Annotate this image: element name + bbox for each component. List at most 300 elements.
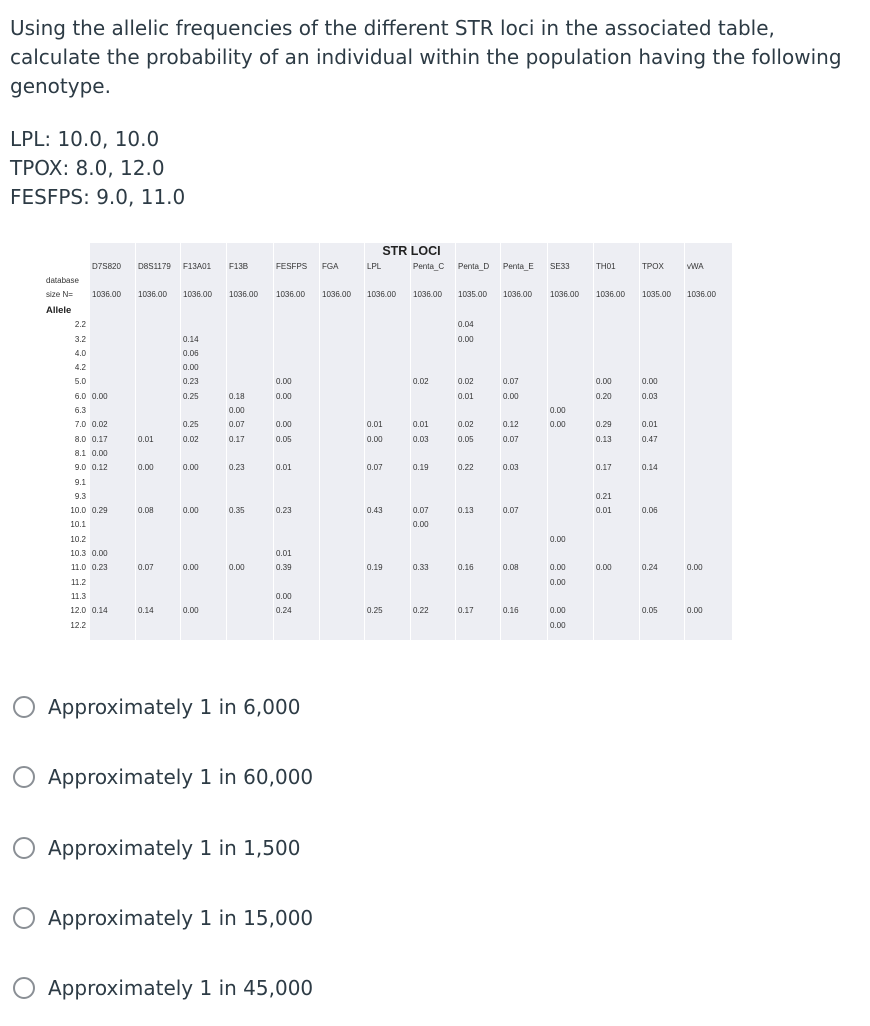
frequency-value <box>320 347 365 361</box>
allele-value: 8.1 <box>74 448 86 458</box>
frequency-value: 0.01 <box>276 463 292 473</box>
frequency-value <box>320 433 365 447</box>
frequency-value <box>320 619 365 633</box>
frequency-value <box>548 504 594 518</box>
frequency-value <box>685 547 733 561</box>
frequency-value <box>501 590 548 604</box>
frequency-value: 0.06 <box>183 348 199 358</box>
frequency-value <box>320 318 365 332</box>
frequency-value <box>90 476 136 490</box>
frequency-value <box>227 619 274 633</box>
frequency-value: 0.00 <box>413 520 429 530</box>
frequency-value <box>365 476 411 490</box>
frequency-value <box>456 476 501 490</box>
frequency-value <box>411 333 456 347</box>
frequency-value: 0.14 <box>183 334 199 344</box>
answer-option-2[interactable] <box>13 760 343 794</box>
frequency-value <box>227 490 274 504</box>
frequency-value <box>320 490 365 504</box>
frequency-value <box>411 476 456 490</box>
frequency-value <box>685 590 733 604</box>
frequency-value: 0.00 <box>367 434 383 444</box>
frequency-value <box>181 318 227 332</box>
frequency-value <box>274 347 320 361</box>
empty-cell <box>90 303 136 318</box>
frequency-value: 0.13 <box>596 434 612 444</box>
locus-header: Penta_E <box>503 262 534 271</box>
frequency-value: 0.07 <box>503 377 519 387</box>
frequency-value <box>594 619 640 633</box>
frequency-value <box>227 347 274 361</box>
table-row <box>44 518 733 532</box>
frequency-value: 0.07 <box>503 434 519 444</box>
locus-header: FESFPS <box>276 262 308 271</box>
answer-option-3[interactable] <box>13 831 343 865</box>
frequency-value <box>640 361 685 375</box>
frequency-value <box>227 518 274 532</box>
locus-header: LPL <box>367 262 382 271</box>
frequency-value <box>90 518 136 532</box>
frequency-value <box>365 533 411 547</box>
frequency-value <box>640 347 685 361</box>
sample-size-value: 1036.00 <box>229 290 258 300</box>
sample-size-value: 1035.00 <box>642 290 671 300</box>
genotype-list <box>10 125 185 212</box>
locus-header: Penta_C <box>413 262 445 271</box>
empty-cell <box>136 303 181 318</box>
frequency-value <box>411 576 456 590</box>
frequency-value: 0.00 <box>642 377 658 387</box>
frequency-value <box>501 533 548 547</box>
frequency-value <box>136 576 181 590</box>
radio-button[interactable] <box>13 837 35 859</box>
frequency-value <box>90 533 136 547</box>
frequency-value <box>274 518 320 532</box>
frequency-value: 0.07 <box>503 506 519 516</box>
frequency-value <box>365 318 411 332</box>
empty-cell <box>365 274 411 287</box>
frequency-value <box>411 404 456 418</box>
frequency-value <box>320 476 365 490</box>
frequency-value <box>548 333 594 347</box>
frequency-value: 0.19 <box>413 463 429 473</box>
frequency-value: 0.02 <box>183 434 199 444</box>
frequency-value <box>320 390 365 404</box>
table-row <box>44 476 733 490</box>
frequency-value: 0.00 <box>687 606 703 616</box>
frequency-value <box>411 318 456 332</box>
frequency-value: 0.05 <box>458 434 474 444</box>
table-row <box>44 361 733 375</box>
radio-button[interactable] <box>13 766 35 788</box>
frequency-value <box>501 361 548 375</box>
table-row <box>44 418 733 432</box>
frequency-value <box>227 533 274 547</box>
locus-header: FGA <box>322 262 339 271</box>
empty-cell <box>640 303 685 318</box>
allele-value: 9.3 <box>74 491 86 501</box>
frequency-value: 0.00 <box>183 363 199 373</box>
frequency-value <box>136 347 181 361</box>
locus-header: Penta_D <box>458 262 490 271</box>
frequency-value: 0.00 <box>458 334 474 344</box>
frequency-value: 0.23 <box>92 563 108 573</box>
answer-option-1[interactable] <box>13 690 343 724</box>
genotype-fesfps: FESFPS: 9.0, 11.0 <box>10 185 186 209</box>
table-row <box>44 547 733 561</box>
empty-cell <box>365 303 411 318</box>
table-row <box>44 490 733 504</box>
frequency-value <box>227 576 274 590</box>
frequency-value <box>456 361 501 375</box>
allele-value: 4.0 <box>74 348 86 358</box>
frequency-value <box>548 518 594 532</box>
frequency-value <box>456 490 501 504</box>
empty-cell <box>411 274 456 287</box>
frequency-value <box>501 447 548 461</box>
radio-button[interactable] <box>13 907 35 929</box>
frequency-value: 0.39 <box>276 563 292 573</box>
frequency-value <box>501 333 548 347</box>
frequency-value <box>685 619 733 633</box>
frequency-value <box>136 418 181 432</box>
frequency-value <box>501 576 548 590</box>
frequency-value <box>320 518 365 532</box>
frequency-value <box>685 361 733 375</box>
frequency-value <box>181 476 227 490</box>
frequency-value <box>411 590 456 604</box>
frequency-value: 0.08 <box>503 563 519 573</box>
frequency-value <box>320 604 365 618</box>
table-row <box>44 375 733 389</box>
frequency-value <box>501 318 548 332</box>
frequency-value <box>227 476 274 490</box>
answer-option-5[interactable] <box>13 971 343 1005</box>
sample-size-value: 1035.00 <box>458 290 487 300</box>
answer-label: Approximately 1 in 15,000 <box>48 906 314 930</box>
allele-value: 6.0 <box>74 391 86 401</box>
table-row <box>44 347 733 361</box>
genotype-tpox: TPOX: 8.0, 12.0 <box>10 156 165 180</box>
frequency-value: 0.33 <box>413 563 429 573</box>
frequency-value <box>594 447 640 461</box>
radio-button[interactable] <box>13 977 35 999</box>
sample-size-value: 1036.00 <box>322 290 351 300</box>
frequency-value: 0.17 <box>92 434 108 444</box>
frequency-value <box>136 547 181 561</box>
frequency-value <box>456 404 501 418</box>
frequency-value <box>640 518 685 532</box>
empty-cell <box>640 274 685 287</box>
table-row <box>44 590 733 604</box>
frequency-value <box>411 490 456 504</box>
frequency-value: 0.01 <box>276 549 292 559</box>
frequency-value <box>685 347 733 361</box>
frequency-value <box>136 590 181 604</box>
frequency-value <box>136 533 181 547</box>
answer-option-4[interactable] <box>13 901 343 935</box>
frequency-value <box>136 404 181 418</box>
frequency-value <box>685 518 733 532</box>
frequency-value <box>594 547 640 561</box>
frequency-value: 0.07 <box>367 463 383 473</box>
frequency-value: 0.02 <box>92 420 108 430</box>
frequency-value: 0.23 <box>229 463 245 473</box>
frequency-value <box>594 318 640 332</box>
sample-size-value: 1036.00 <box>687 290 716 300</box>
frequency-value: 0.01 <box>367 420 383 430</box>
frequency-value <box>274 447 320 461</box>
empty-cell <box>227 303 274 318</box>
frequency-value <box>274 576 320 590</box>
frequency-value <box>136 476 181 490</box>
frequency-value: 0.08 <box>138 506 154 516</box>
frequency-value: 0.00 <box>183 606 199 616</box>
frequency-value: 0.20 <box>596 391 612 401</box>
frequency-value <box>548 318 594 332</box>
sample-size-value: 1036.00 <box>183 290 212 300</box>
frequency-value: 0.01 <box>642 420 658 430</box>
frequency-value <box>227 547 274 561</box>
answer-label: Approximately 1 in 1,500 <box>48 836 301 860</box>
sample-size-value: 1036.00 <box>596 290 625 300</box>
table-row <box>44 447 733 461</box>
frequency-value: 0.00 <box>183 506 199 516</box>
frequency-value <box>365 490 411 504</box>
frequency-value <box>136 375 181 389</box>
allele-value: 5.0 <box>74 377 86 387</box>
frequency-value: 0.22 <box>413 606 429 616</box>
allele-value: 12.2 <box>70 620 86 630</box>
frequency-value <box>685 447 733 461</box>
frequency-value <box>90 318 136 332</box>
frequency-value <box>456 518 501 532</box>
empty-cell <box>548 274 594 287</box>
frequency-value <box>365 518 411 532</box>
frequency-value: 0.00 <box>550 420 566 430</box>
frequency-value: 0.24 <box>642 563 658 573</box>
frequency-value <box>90 619 136 633</box>
frequency-value <box>411 619 456 633</box>
frequency-value <box>456 547 501 561</box>
table-row <box>44 576 733 590</box>
question-text: Using the allelic frequencies of the different STR loci in the associated table, calculate the probability of an individual within the population having the following genotype. <box>10 16 842 98</box>
frequency-value <box>548 547 594 561</box>
frequency-value <box>90 375 136 389</box>
frequency-value <box>320 333 365 347</box>
size-label: size N= <box>46 290 73 300</box>
empty-cell <box>685 274 733 287</box>
frequency-value <box>320 533 365 547</box>
allele-value: 11.0 <box>71 563 86 573</box>
frequency-value: 0.07 <box>229 420 245 430</box>
frequency-value <box>685 433 733 447</box>
frequency-value: 0.07 <box>138 563 154 573</box>
frequency-value <box>227 333 274 347</box>
frequency-value <box>365 590 411 604</box>
frequency-value <box>136 333 181 347</box>
table-row <box>44 561 733 575</box>
frequency-value: 0.13 <box>458 506 474 516</box>
answer-label: Approximately 1 in 60,000 <box>48 765 314 789</box>
sample-size-value: 1036.00 <box>550 290 579 300</box>
str-loci-table <box>44 243 733 633</box>
frequency-value <box>227 361 274 375</box>
frequency-value: 0.02 <box>458 420 474 430</box>
empty-cell <box>456 303 501 318</box>
frequency-value: 0.25 <box>183 420 199 430</box>
frequency-value <box>594 476 640 490</box>
frequency-value <box>227 447 274 461</box>
allele-value: 3.2 <box>74 334 86 344</box>
frequency-value: 0.00 <box>229 406 245 416</box>
allele-value: 4.2 <box>74 363 86 373</box>
locus-header: TH01 <box>596 262 616 271</box>
frequency-value <box>501 547 548 561</box>
empty-cell <box>411 303 456 318</box>
frequency-value <box>365 576 411 590</box>
frequency-value: 0.43 <box>367 506 383 516</box>
allele-value: 11.2 <box>71 577 86 587</box>
frequency-value <box>594 590 640 604</box>
frequency-value <box>136 490 181 504</box>
frequency-value: 0.00 <box>550 620 566 630</box>
frequency-value <box>181 533 227 547</box>
frequency-value <box>136 447 181 461</box>
empty-cell <box>594 274 640 287</box>
allele-value: 7.0 <box>74 420 86 430</box>
allele-value: 2.2 <box>74 320 86 330</box>
frequency-value <box>501 347 548 361</box>
frequency-value <box>594 347 640 361</box>
empty-cell <box>90 274 136 287</box>
header-corner <box>44 260 90 274</box>
frequency-value <box>365 390 411 404</box>
frequency-value <box>548 490 594 504</box>
frequency-value: 0.00 <box>550 606 566 616</box>
empty-cell <box>181 303 227 318</box>
empty-cell <box>136 274 181 287</box>
frequency-value <box>456 447 501 461</box>
frequency-value <box>594 518 640 532</box>
frequency-value <box>685 418 733 432</box>
frequency-value <box>548 461 594 475</box>
frequency-value: 0.14 <box>92 606 108 616</box>
frequency-value: 0.00 <box>596 377 612 387</box>
frequency-value: 0.17 <box>458 606 474 616</box>
frequency-value <box>685 490 733 504</box>
frequency-value: 0.24 <box>276 606 292 616</box>
frequency-value: 0.23 <box>183 377 199 387</box>
frequency-value: 0.12 <box>503 420 519 430</box>
frequency-value <box>594 604 640 618</box>
frequency-value <box>136 518 181 532</box>
locus-header: F13B <box>229 262 249 271</box>
frequency-value <box>90 576 136 590</box>
allele-value: 10.0 <box>70 506 86 516</box>
locus-header: D8S1179 <box>138 262 171 271</box>
frequency-value: 0.00 <box>550 577 566 587</box>
frequency-value: 0.29 <box>596 420 612 430</box>
allele-value: 9.0 <box>74 463 86 473</box>
table-row <box>44 390 733 404</box>
empty-cell <box>320 274 365 287</box>
frequency-value: 0.01 <box>413 420 429 430</box>
frequency-value: 0.25 <box>367 606 383 616</box>
table-row <box>44 404 733 418</box>
frequency-value <box>90 333 136 347</box>
frequency-value <box>181 576 227 590</box>
frequency-value: 0.47 <box>642 434 658 444</box>
frequency-value <box>594 404 640 418</box>
allele-value: 12.0 <box>70 606 86 616</box>
frequency-value <box>365 619 411 633</box>
frequency-value <box>548 447 594 461</box>
frequency-value: 0.16 <box>458 563 474 573</box>
frequency-value <box>501 404 548 418</box>
frequency-value <box>365 333 411 347</box>
frequency-value: 0.00 <box>276 377 292 387</box>
table-row <box>44 533 733 547</box>
frequency-value <box>227 318 274 332</box>
empty-cell <box>685 303 733 318</box>
frequency-value: 0.35 <box>229 506 245 516</box>
frequency-value <box>181 490 227 504</box>
frequency-value: 0.18 <box>229 391 245 401</box>
frequency-value <box>136 619 181 633</box>
frequency-value: 0.21 <box>596 491 612 501</box>
frequency-value <box>640 490 685 504</box>
empty-cell <box>274 274 320 287</box>
empty-cell <box>456 274 501 287</box>
frequency-value <box>181 619 227 633</box>
allele-value: 11.3 <box>71 591 86 601</box>
allele-value: 10.1 <box>70 520 86 530</box>
frequency-value <box>181 590 227 604</box>
frequency-value <box>456 590 501 604</box>
frequency-value <box>320 461 365 475</box>
frequency-value <box>685 533 733 547</box>
frequency-value: 0.04 <box>458 320 474 330</box>
empty-cell <box>548 303 594 318</box>
radio-button[interactable] <box>13 696 35 718</box>
frequency-value <box>274 361 320 375</box>
frequency-value <box>640 576 685 590</box>
frequency-value <box>501 619 548 633</box>
empty-cell <box>594 303 640 318</box>
frequency-value <box>456 619 501 633</box>
frequency-value: 0.17 <box>229 434 245 444</box>
frequency-value: 0.00 <box>550 534 566 544</box>
frequency-value <box>594 333 640 347</box>
frequency-value <box>685 476 733 490</box>
frequency-value: 0.22 <box>458 463 474 473</box>
allele-header: Allele <box>46 305 72 317</box>
frequency-value <box>227 375 274 389</box>
frequency-value: 0.00 <box>503 391 519 401</box>
frequency-value <box>320 375 365 389</box>
allele-value: 9.1 <box>74 477 86 487</box>
frequency-value <box>548 390 594 404</box>
frequency-value: 0.14 <box>138 606 154 616</box>
empty-cell <box>181 274 227 287</box>
frequency-value: 0.00 <box>92 448 108 458</box>
frequency-value: 0.05 <box>276 434 292 444</box>
frequency-value <box>274 533 320 547</box>
frequency-value <box>274 476 320 490</box>
frequency-value <box>274 404 320 418</box>
frequency-value: 0.01 <box>138 434 154 444</box>
